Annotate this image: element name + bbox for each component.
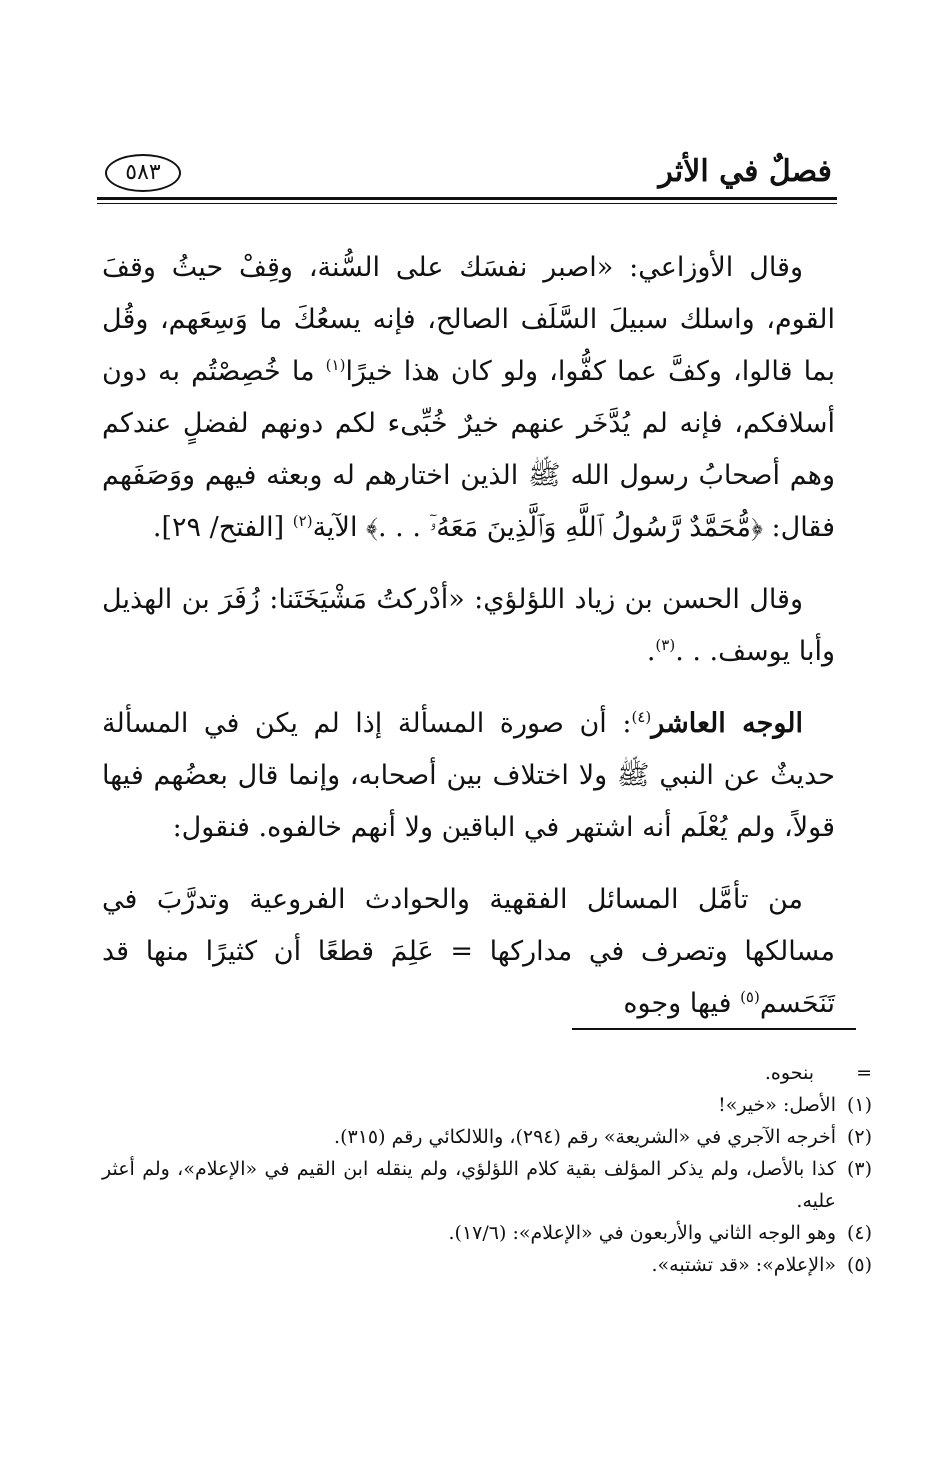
footnote-mark: = — [856, 1062, 872, 1084]
page-header — [97, 150, 832, 198]
paragraph-text: وقال الحسن بن زياد اللؤلؤي: «أدْركتُ مَشْيَخَتَنا: زُفَرَ بن الهذيل وأبا يوسف. . . — [102, 584, 835, 667]
footnote-text: وهو الوجه الثاني والأربعون في «الإعلام»: (١٧/٦). — [448, 1222, 836, 1244]
main-text — [102, 242, 835, 1030]
footnote-mark: (٤) — [846, 1222, 872, 1244]
footnote-mark: (١) — [846, 1094, 872, 1116]
footnote-text: بنحوه. — [764, 1062, 814, 1084]
footnote-text: أخرجه الآجري في «الشريعة» رقم (٢٩٤)، واللالكائي رقم (٣١٥). — [334, 1126, 836, 1148]
footnote-item — [102, 1121, 872, 1153]
footnote-text: كذا بالأصل، ولم يذكر المؤلف بقية كلام اللؤلؤي، ولم ينقله ابن القيم في «الإعلام»، ولم أعثر عليه. — [102, 1158, 836, 1212]
paragraph-tenth-aspect — [102, 698, 835, 854]
footnote-mark: (٥) — [846, 1254, 872, 1276]
paragraph-text: وقال الأوزاعي: «اصبر نفسَك على السُّنة، وقِفْ حيثُ وقفَ القوم، واسلك سبيلَ السَّلَف الصالح، فإنه يسعُكَ ما وَسِعَهم، وقُل بما قالوا، وكفَّ عما كفُّوا، ولو كان هذا خيرًا — [102, 252, 835, 387]
paragraph-awzai — [102, 242, 835, 554]
footnote-item — [102, 1217, 872, 1249]
footnote-item — [102, 1153, 872, 1217]
footnote-separator — [572, 1028, 856, 1030]
paragraph-text: فيها وجوه — [623, 988, 741, 1019]
footnote-mark: (٢) — [846, 1126, 872, 1148]
footnote-ref[interactable]: (٢) — [292, 512, 313, 530]
footnote-continuation — [102, 1057, 872, 1089]
footnotes — [102, 1057, 872, 1281]
section-lead: الوجه العاشر — [651, 708, 803, 739]
paragraph-text: . — [646, 636, 656, 667]
footnote-ref[interactable]: (١) — [325, 356, 346, 374]
footnote-ref[interactable]: (٣) — [655, 636, 676, 654]
header-rule — [97, 197, 837, 200]
footnote-ref[interactable]: (٥) — [740, 988, 760, 1006]
footnote-item — [102, 1089, 872, 1121]
footnote-text: «الإعلام»: «قد تشتبه». — [651, 1254, 836, 1276]
header-rule-thin — [97, 203, 837, 204]
footnote-mark: (٣) — [846, 1158, 872, 1180]
page-number: ٥٨٣ — [105, 154, 181, 192]
paragraph-lulu — [102, 574, 835, 678]
paragraph-text: ما خُصِصْتُم به دون أسلافكم، فإنه لم يُدَّخَر عنهم خيرٌ خُبِّىء لكم دونهم لفضلٍ عندكم وهم أصحابُ رسول الله ﷺ الذين اختارهم له وبعثه فيهم ووَصَفَهم فقال: ﴿مُّحَمَّدٌ رَّسُولُ ٱللَّهِ وَٱلَّذِينَ مَعَهُۥٓ . . .﴾ الآية — [102, 356, 835, 543]
footnote-item — [102, 1249, 872, 1281]
paragraph-text: من تأمَّل المسائل الفقهية والحوادث الفروعية وتدرَّبَ في مسالكها وتصرف في مداركها = عَلِمَ قطعًا أن كثيرًا منها قد تَنَحَسم — [102, 884, 835, 1019]
paragraph-text: [الفتح/ ٢٩]. — [152, 512, 293, 543]
paragraph-text: : أن صورة المسألة إذا لم يكن في المسألة حديثٌ عن النبي ﷺ ولا اختلاف بين أصحابه، وإنما قال بعضُهم فيها قولاً، ولم يُعْلَم أنه اشتهر في الباقين ولا أنهم خالفوه. فنقول: — [102, 708, 836, 843]
running-title: فصلٌ في الأثر — [658, 154, 832, 189]
paragraph-fiqh — [102, 874, 835, 1030]
footnote-text: الأصل: «خير»! — [718, 1094, 836, 1116]
footnote-ref[interactable]: (٤) — [631, 708, 652, 726]
